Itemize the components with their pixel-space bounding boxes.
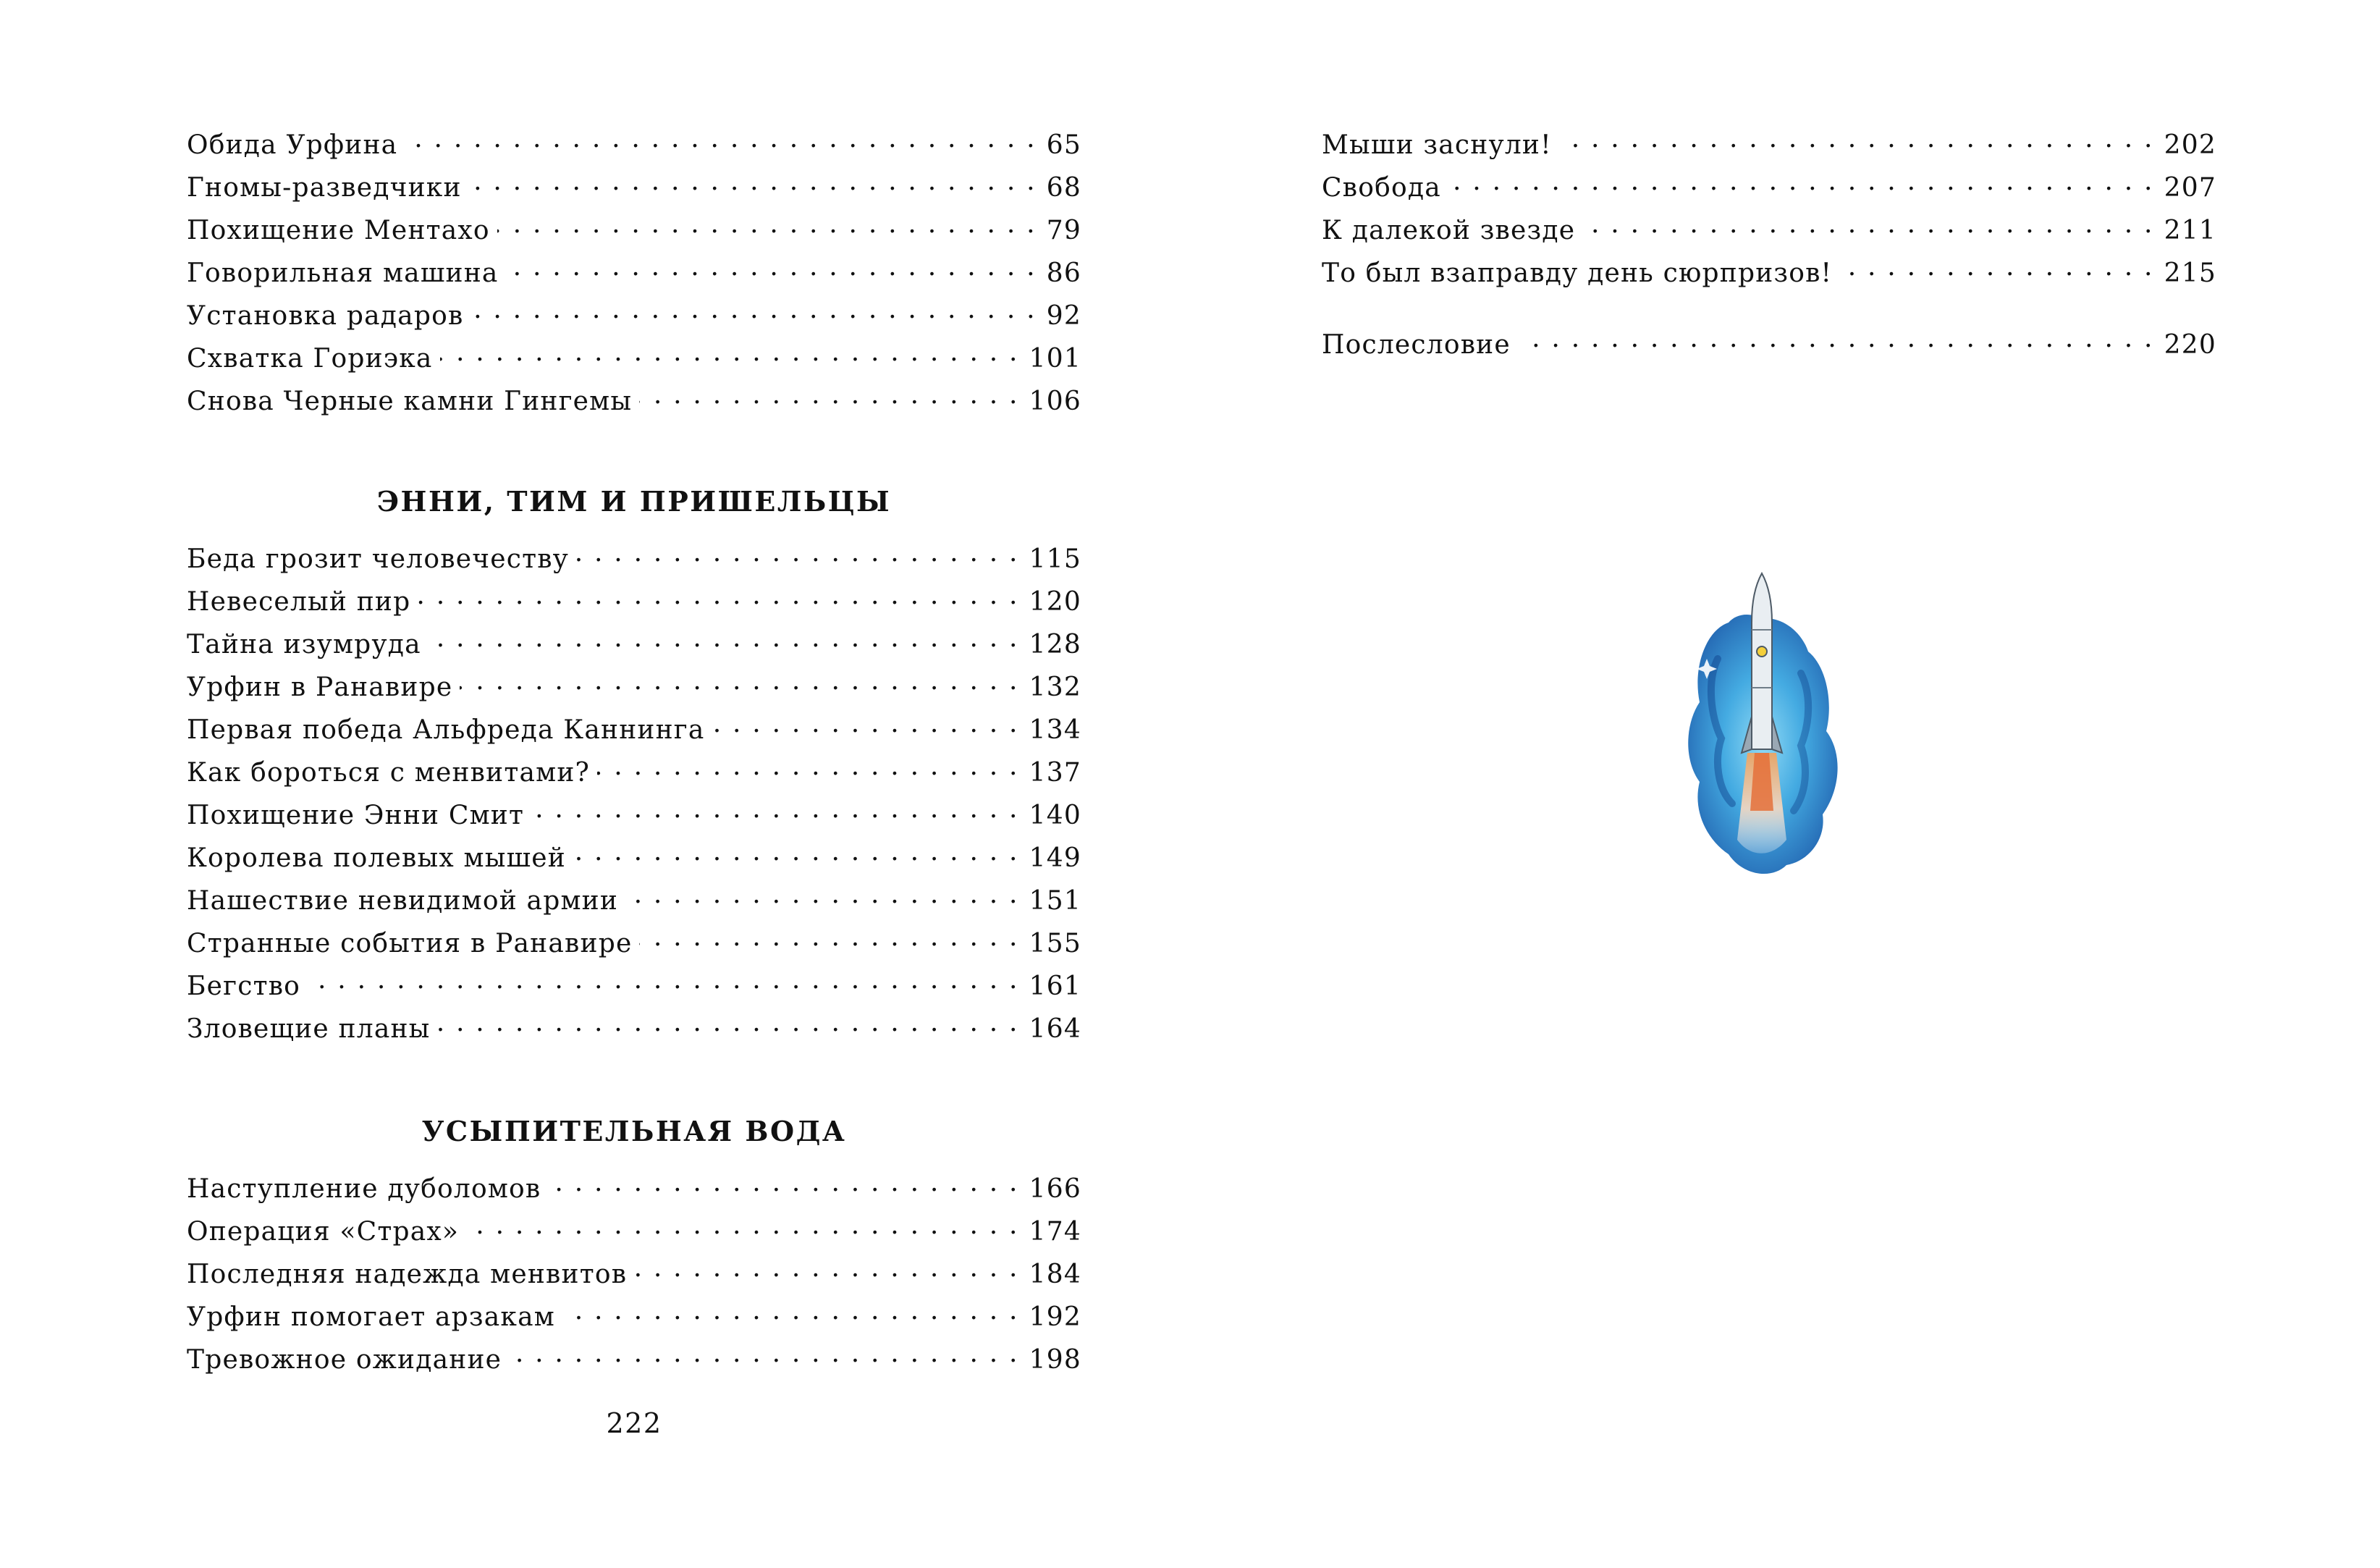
toc-entry-page: 164 [1029,1014,1081,1044]
toc-entry-page: 120 [1029,587,1081,617]
toc-entry-page: 134 [1029,715,1081,745]
toc-entry[interactable] [1322,327,2216,370]
toc-entry-page: 155 [1029,929,1081,958]
section-heading: ЭННИ, ТИМ И ПРИШЕЛЬЦЫ [376,485,892,518]
toc-entry[interactable] [187,584,1081,627]
toc-entry[interactable] [1322,213,2216,256]
toc-entry[interactable] [1322,256,2216,298]
toc-entry-title: Говорильная машина [187,258,499,288]
toc-entry-title: Похищение Энни Смит [187,801,525,830]
toc-entry-title: Похищение Ментахо [187,216,490,245]
toc-entry[interactable] [187,670,1081,712]
toc-entry[interactable] [187,298,1081,341]
toc-entry[interactable] [187,170,1081,213]
toc-entry-title: Беда грозит человечеству [187,544,570,574]
toc-entry-page: 128 [1029,630,1081,659]
dot-leader [634,1257,1019,1283]
dot-leader [509,1342,1019,1368]
rocket-illustration [1678,572,1846,883]
toc-entry-page: 192 [1029,1302,1081,1332]
toc-block-2 [187,541,1081,1054]
toc-entry[interactable] [187,1011,1081,1054]
dot-leader [1448,170,2154,196]
toc-entry-title: К далекой звезде [1322,216,1576,245]
toc-entry-title: Гномы-разведчики [187,173,462,203]
toc-entry-page: 151 [1029,886,1081,916]
toc-entry-title: Невеселый пир [187,587,411,617]
dot-leader [548,1171,1018,1197]
dot-leader [597,755,1019,781]
toc-entry[interactable] [187,883,1081,926]
toc-entry-title: Снова Черные камни Гингемы [187,387,633,416]
dot-leader [466,1214,1019,1240]
toc-entry-title: Тревожное ожидание [187,1345,502,1375]
dot-leader [506,256,1037,282]
toc-entry-page: 68 [1046,173,1081,203]
toc-entry-title: Схватка Гориэка [187,344,433,374]
toc-entry-title: Тайна изумруда [187,630,421,659]
toc-entry-title: Как бороться с менвитами? [187,758,591,788]
toc-entry-page: 220 [2164,330,2216,360]
toc-block-4 [1322,127,2216,298]
toc-entry-title: Последняя надежда менвитов [187,1260,628,1289]
toc-entry-page: 86 [1046,258,1081,288]
toc-entry-page: 215 [2164,258,2216,288]
toc-entry[interactable] [187,213,1081,256]
toc-entry[interactable] [187,1214,1081,1257]
dot-leader [531,798,1019,824]
toc-entry[interactable] [187,1257,1081,1299]
toc-entry-title: Нашествие невидимой армии [187,886,619,916]
toc-entry-page: 132 [1029,673,1081,702]
toc-entry-page: 207 [2164,173,2216,203]
dot-leader [418,584,1018,610]
dot-leader [1839,256,2153,282]
toc-entry-title: То был взаправду день сюрпризов! [1322,258,1833,288]
toc-entry-title: Бегство [187,971,301,1001]
toc-entry-page: 101 [1029,344,1081,374]
toc-entry-title: Операция «Страх» [187,1217,460,1247]
dot-leader [469,170,1037,196]
toc-entry[interactable] [187,969,1081,1011]
toc-entry-page: 140 [1029,801,1081,830]
toc-entry[interactable] [187,926,1081,969]
dot-leader [625,883,1019,909]
toc-entry[interactable] [187,384,1081,426]
toc-entry-page: 161 [1029,971,1081,1001]
dot-leader [639,384,1018,410]
toc-entry[interactable] [187,755,1081,798]
dot-leader [573,840,1019,867]
toc-entry-page: 149 [1029,843,1081,873]
toc-entry[interactable] [1322,170,2216,213]
toc-entry[interactable] [187,1299,1081,1342]
dot-leader [405,127,1036,153]
toc-block-5 [1322,327,2216,370]
toc-entry-page: 198 [1029,1345,1081,1375]
toc-entry-page: 211 [2164,216,2216,245]
toc-entry-page: 174 [1029,1217,1081,1247]
toc-entry-title: Урфин в Ранавире [187,673,453,702]
toc-block-1 [187,127,1081,426]
toc-entry-page: 65 [1046,130,1081,160]
toc-entry[interactable] [187,341,1081,384]
dot-leader [576,541,1019,568]
dot-leader [1518,327,2154,353]
toc-entry[interactable] [187,541,1081,584]
toc-entry[interactable] [187,256,1081,298]
toc-entry-title: Первая победа Альфреда Каннинга [187,715,705,745]
toc-entry[interactable] [1322,127,2216,170]
toc-entry[interactable] [187,712,1081,755]
dot-leader [639,926,1018,952]
toc-entry[interactable] [187,1171,1081,1214]
dot-leader [308,969,1019,995]
dot-leader [497,213,1037,239]
dot-leader [712,712,1019,738]
toc-entry[interactable] [187,840,1081,883]
toc-entry[interactable] [187,798,1081,840]
toc-entry-page: 202 [2164,130,2216,160]
toc-block-3 [187,1171,1081,1385]
dot-leader [460,670,1018,696]
page-number: 222 [606,1407,662,1439]
toc-entry[interactable] [187,127,1081,170]
toc-entry-title: Свобода [1322,173,1441,203]
toc-entry-title: Странные события в Ранавире [187,929,633,958]
dot-leader [429,627,1019,653]
toc-entry-title: Урфин помогает арзакам [187,1302,555,1332]
toc-entry-page: 79 [1046,216,1081,245]
dot-leader [440,341,1019,367]
toc-entry-title: Королева полевых мышей [187,843,566,873]
toc-entry-page: 115 [1029,544,1081,574]
section-heading: УСЫПИТЕЛЬНАЯ ВОДА [421,1115,847,1147]
toc-entry-page: 92 [1046,301,1081,331]
toc-entry-title: Мыши заснули! [1322,130,1552,160]
toc-entry-page: 166 [1029,1174,1081,1204]
toc-entry-title: Послесловие [1322,330,1511,360]
toc-entry[interactable] [187,1342,1081,1385]
toc-entry-page: 184 [1029,1260,1081,1289]
dot-leader [1582,213,2153,239]
toc-entry-title: Установка радаров [187,301,464,331]
toc-entry[interactable] [187,627,1081,670]
toc-entry-page: 137 [1029,758,1081,788]
rocket-icon [1678,572,1846,883]
toc-entry-title: Наступление дуболомов [187,1174,541,1204]
dot-leader [1559,127,2154,153]
dot-leader [470,298,1036,324]
toc-entry-title: Обида Урфина [187,130,398,160]
dot-leader [562,1299,1019,1325]
toc-entry-page: 106 [1029,387,1081,416]
dot-leader [438,1011,1019,1037]
toc-entry-title: Зловещие планы [187,1014,431,1044]
